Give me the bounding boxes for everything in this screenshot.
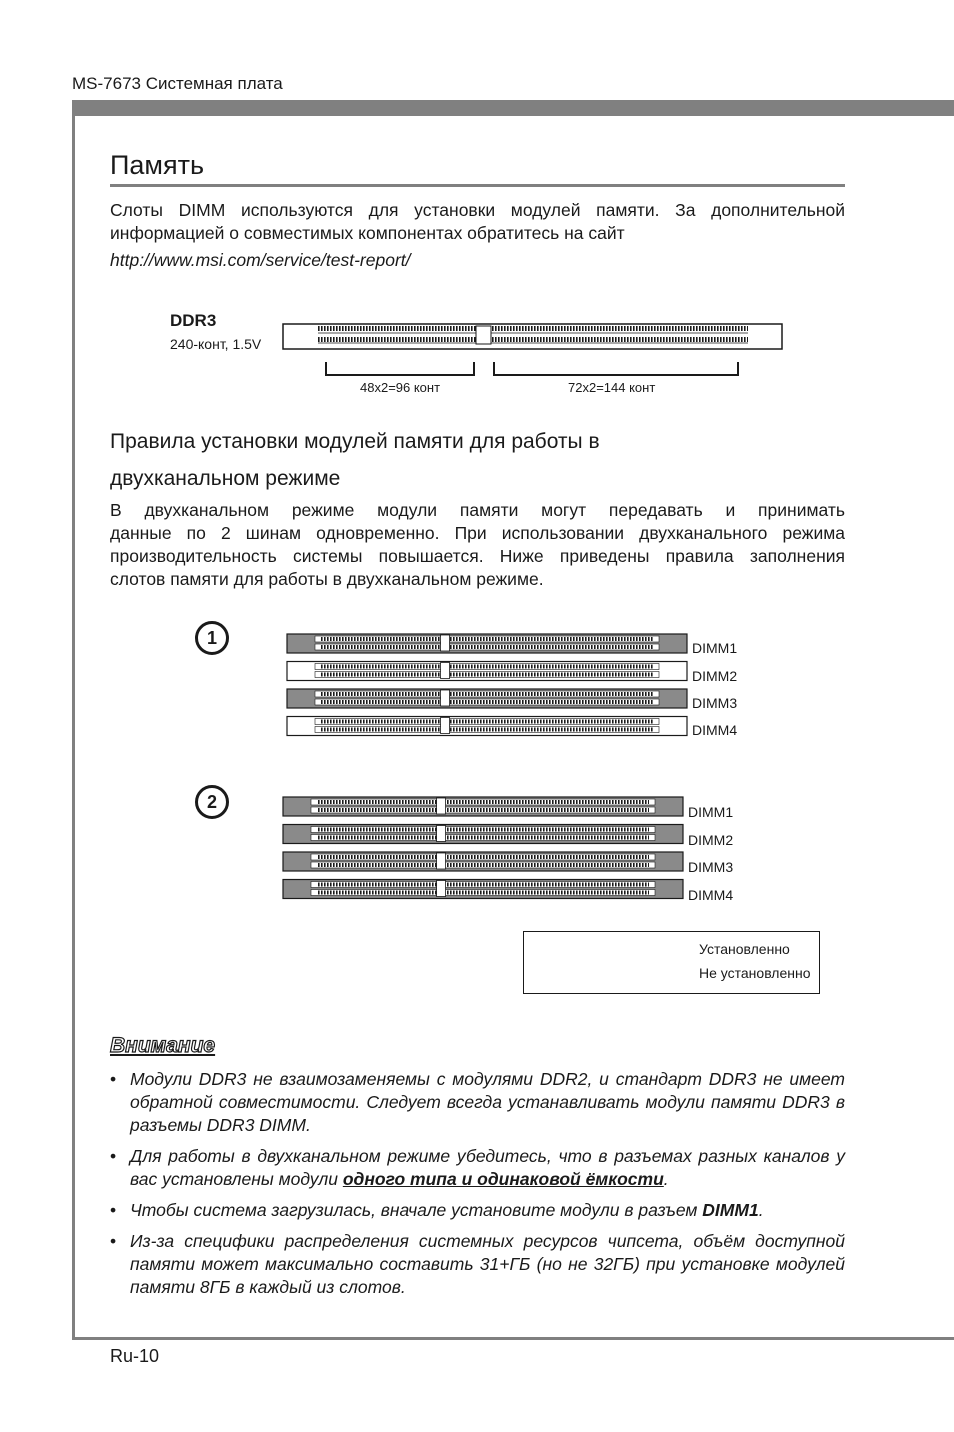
dimm-slot: [287, 634, 687, 653]
config-2-dimm2-label: DIMM2: [688, 832, 734, 848]
dimm-slot: [287, 662, 687, 681]
warning-item-text: Из-за специфики распределения системных ресурсов чипсета, объём доступной памяти может максимально составить 31+ГБ (но не 32ГБ) при установке модулей памяти 8ГБ в каждый из слотов.: [130, 1231, 845, 1297]
config-2-slots: [283, 797, 683, 899]
page-number: Ru-10: [110, 1346, 160, 1366]
section-title: Память: [110, 150, 205, 180]
dimm-slot: [287, 717, 687, 736]
warning-list: [110, 1068, 845, 1307]
dual-channel-line: В двухканальном режиме модули памяти могут передавать и принимать: [110, 500, 845, 520]
test-report-link[interactable]: http://www.msi.com/service/test-report/: [110, 250, 411, 270]
dual-channel-title-line2: двухканальном режиме: [110, 467, 341, 490]
config-1-slots: [287, 634, 687, 736]
dual-channel-line: данные по 2 шинам одновременно. При использовании двухканального режима: [110, 523, 845, 543]
warning-emphasis: DIMM1: [702, 1200, 759, 1220]
warning-item-text: Модули DDR3 не взаимозаменяемы с модулями DDR2, и стандарт DDR3 не имеет обратной совместимости. Следует всегда устанавливать модули памяти DDR3 в разъемы DDR3 DIMM.: [130, 1069, 845, 1135]
ddr3-label: DDR3: [170, 311, 217, 330]
warning-item-text: .: [663, 1169, 669, 1189]
legend-not-installed-label: Не установленно: [699, 965, 811, 981]
config-2-number: 2: [195, 785, 229, 819]
dimm-slot: [283, 852, 683, 871]
warning-emphasis: одного типа и одинаковой ёмкости: [342, 1169, 664, 1189]
dimm-slot: [283, 797, 683, 816]
config-1-dimm1-label: DIMM1: [692, 640, 738, 656]
config-1-dimm3-label: DIMM3: [692, 695, 738, 711]
ddr3-dimm-diagram: [283, 324, 782, 349]
dual-channel-title-line1: Правила установки модулей памяти для работы в: [110, 430, 600, 453]
dimm-slot: [287, 689, 687, 708]
warning-item-text: .: [758, 1200, 764, 1220]
config-1-dimm4-label: DIMM4: [692, 722, 738, 738]
dual-channel-line: слотов памяти для работы в двухканальном режиме.: [110, 569, 544, 589]
warning-item-text: Для работы в двухканальном режиме убедитесь, что в разъемах разных каналов у вас установлены модули: [130, 1146, 845, 1189]
config-1-number: 1: [195, 621, 229, 655]
config-1-dimm2-label: DIMM2: [692, 668, 738, 684]
config-2-dimm1-label: DIMM1: [688, 804, 734, 820]
dimm-slot: [283, 880, 683, 899]
dual-channel-line: производительность системы повышается. Ниже приведены правила заполнения: [110, 546, 845, 566]
dual-channel-paragraph: [110, 499, 845, 591]
warning-title: Внимание: [110, 1034, 216, 1057]
left-pin-count: 48x2=96 конт: [360, 380, 441, 395]
dimm-slot: [283, 825, 683, 844]
right-pin-count: 72x2=144 конт: [568, 380, 656, 395]
config-2-dimm3-label: DIMM3: [688, 859, 734, 875]
warning-item: [110, 1230, 845, 1299]
config-2-dimm4-label: DIMM4: [688, 887, 734, 903]
warning-item: [110, 1145, 845, 1191]
legend-installed-label: Установленно: [699, 941, 790, 957]
page-header-title: MS-7673 Системная плата: [72, 74, 283, 93]
intro-line: Слоты DIMM используются для установки модулей памяти. За дополнительной: [110, 200, 845, 220]
warning-item-text: Чтобы система загрузилась, вначале установите модули в разъем: [130, 1200, 703, 1220]
ddr3-spec: 240-конт, 1.5V: [170, 336, 262, 352]
ddr3-left-pin-bracket: [326, 362, 474, 375]
warning-item: [110, 1068, 845, 1137]
ddr3-right-pin-bracket: [494, 362, 738, 375]
warning-item: [110, 1199, 845, 1222]
intro-line: информацией о совместимых компонентах обратитесь на сайт: [110, 223, 625, 243]
